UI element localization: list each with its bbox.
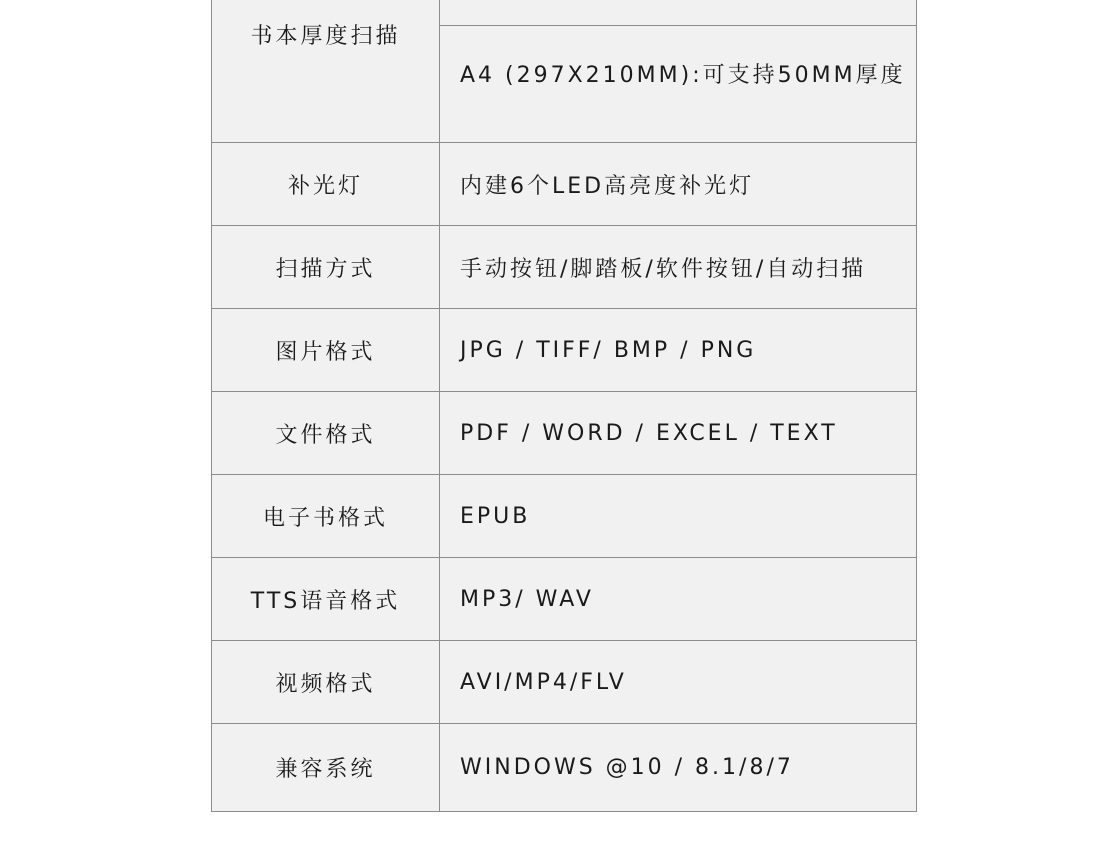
label-text: 兼容系统: [275, 757, 376, 782]
value-text: A4 (297X210MM):可支持50MM厚度: [460, 63, 906, 88]
row-value: [440, 558, 917, 641]
label-text: 视频格式: [275, 671, 376, 697]
row-value: [440, 226, 917, 309]
row-label: [212, 724, 440, 812]
value-text: 手动按钮/脚踏板/软件按钮/自动扫描: [460, 256, 867, 282]
spec-table: [211, 0, 917, 812]
label-text: 扫描方式: [275, 256, 376, 282]
label-text: 电子书格式: [262, 505, 388, 531]
row-value: [440, 143, 917, 226]
table-row: [212, 309, 917, 392]
row-label: [212, 0, 440, 143]
row-label: [212, 143, 440, 226]
label-text: TTS语音格式: [250, 588, 401, 614]
label-text: 补光灯: [287, 173, 363, 199]
row-label: [212, 226, 440, 309]
table-row: [212, 475, 917, 558]
value-text: PDF / WORD / EXCEL / TEXT: [460, 420, 838, 446]
table-row: [212, 641, 917, 724]
table-row: [212, 392, 917, 475]
row-value: [440, 0, 917, 26]
label-text: 文件格式: [275, 422, 376, 448]
row-value: [440, 26, 917, 143]
row-value: [440, 392, 917, 475]
row-label: [212, 641, 440, 724]
row-label: [212, 558, 440, 641]
value-text: EPUB: [460, 503, 531, 529]
row-value: [440, 309, 917, 392]
row-value: [440, 724, 917, 812]
value-text: AVI/MP4/FLV: [460, 669, 627, 695]
value-text: WINDOWS @10 / 8.1/8/7: [460, 755, 794, 780]
row-value: [440, 475, 917, 558]
row-value: [440, 641, 917, 724]
label-text: 图片格式: [275, 339, 376, 365]
table-row: [212, 143, 917, 226]
table-row: [212, 724, 917, 812]
value-text: MP3/ WAV: [460, 586, 594, 612]
table-row: [212, 558, 917, 641]
table-row: [212, 0, 917, 26]
value-text: JPG / TIFF/ BMP / PNG: [460, 337, 757, 363]
value-text: 内建6个LED高亮度补光灯: [460, 173, 755, 199]
table-row: [212, 226, 917, 309]
label-text: 书本厚度扫描: [250, 24, 401, 49]
row-label: [212, 309, 440, 392]
row-label: [212, 475, 440, 558]
row-label: [212, 392, 440, 475]
